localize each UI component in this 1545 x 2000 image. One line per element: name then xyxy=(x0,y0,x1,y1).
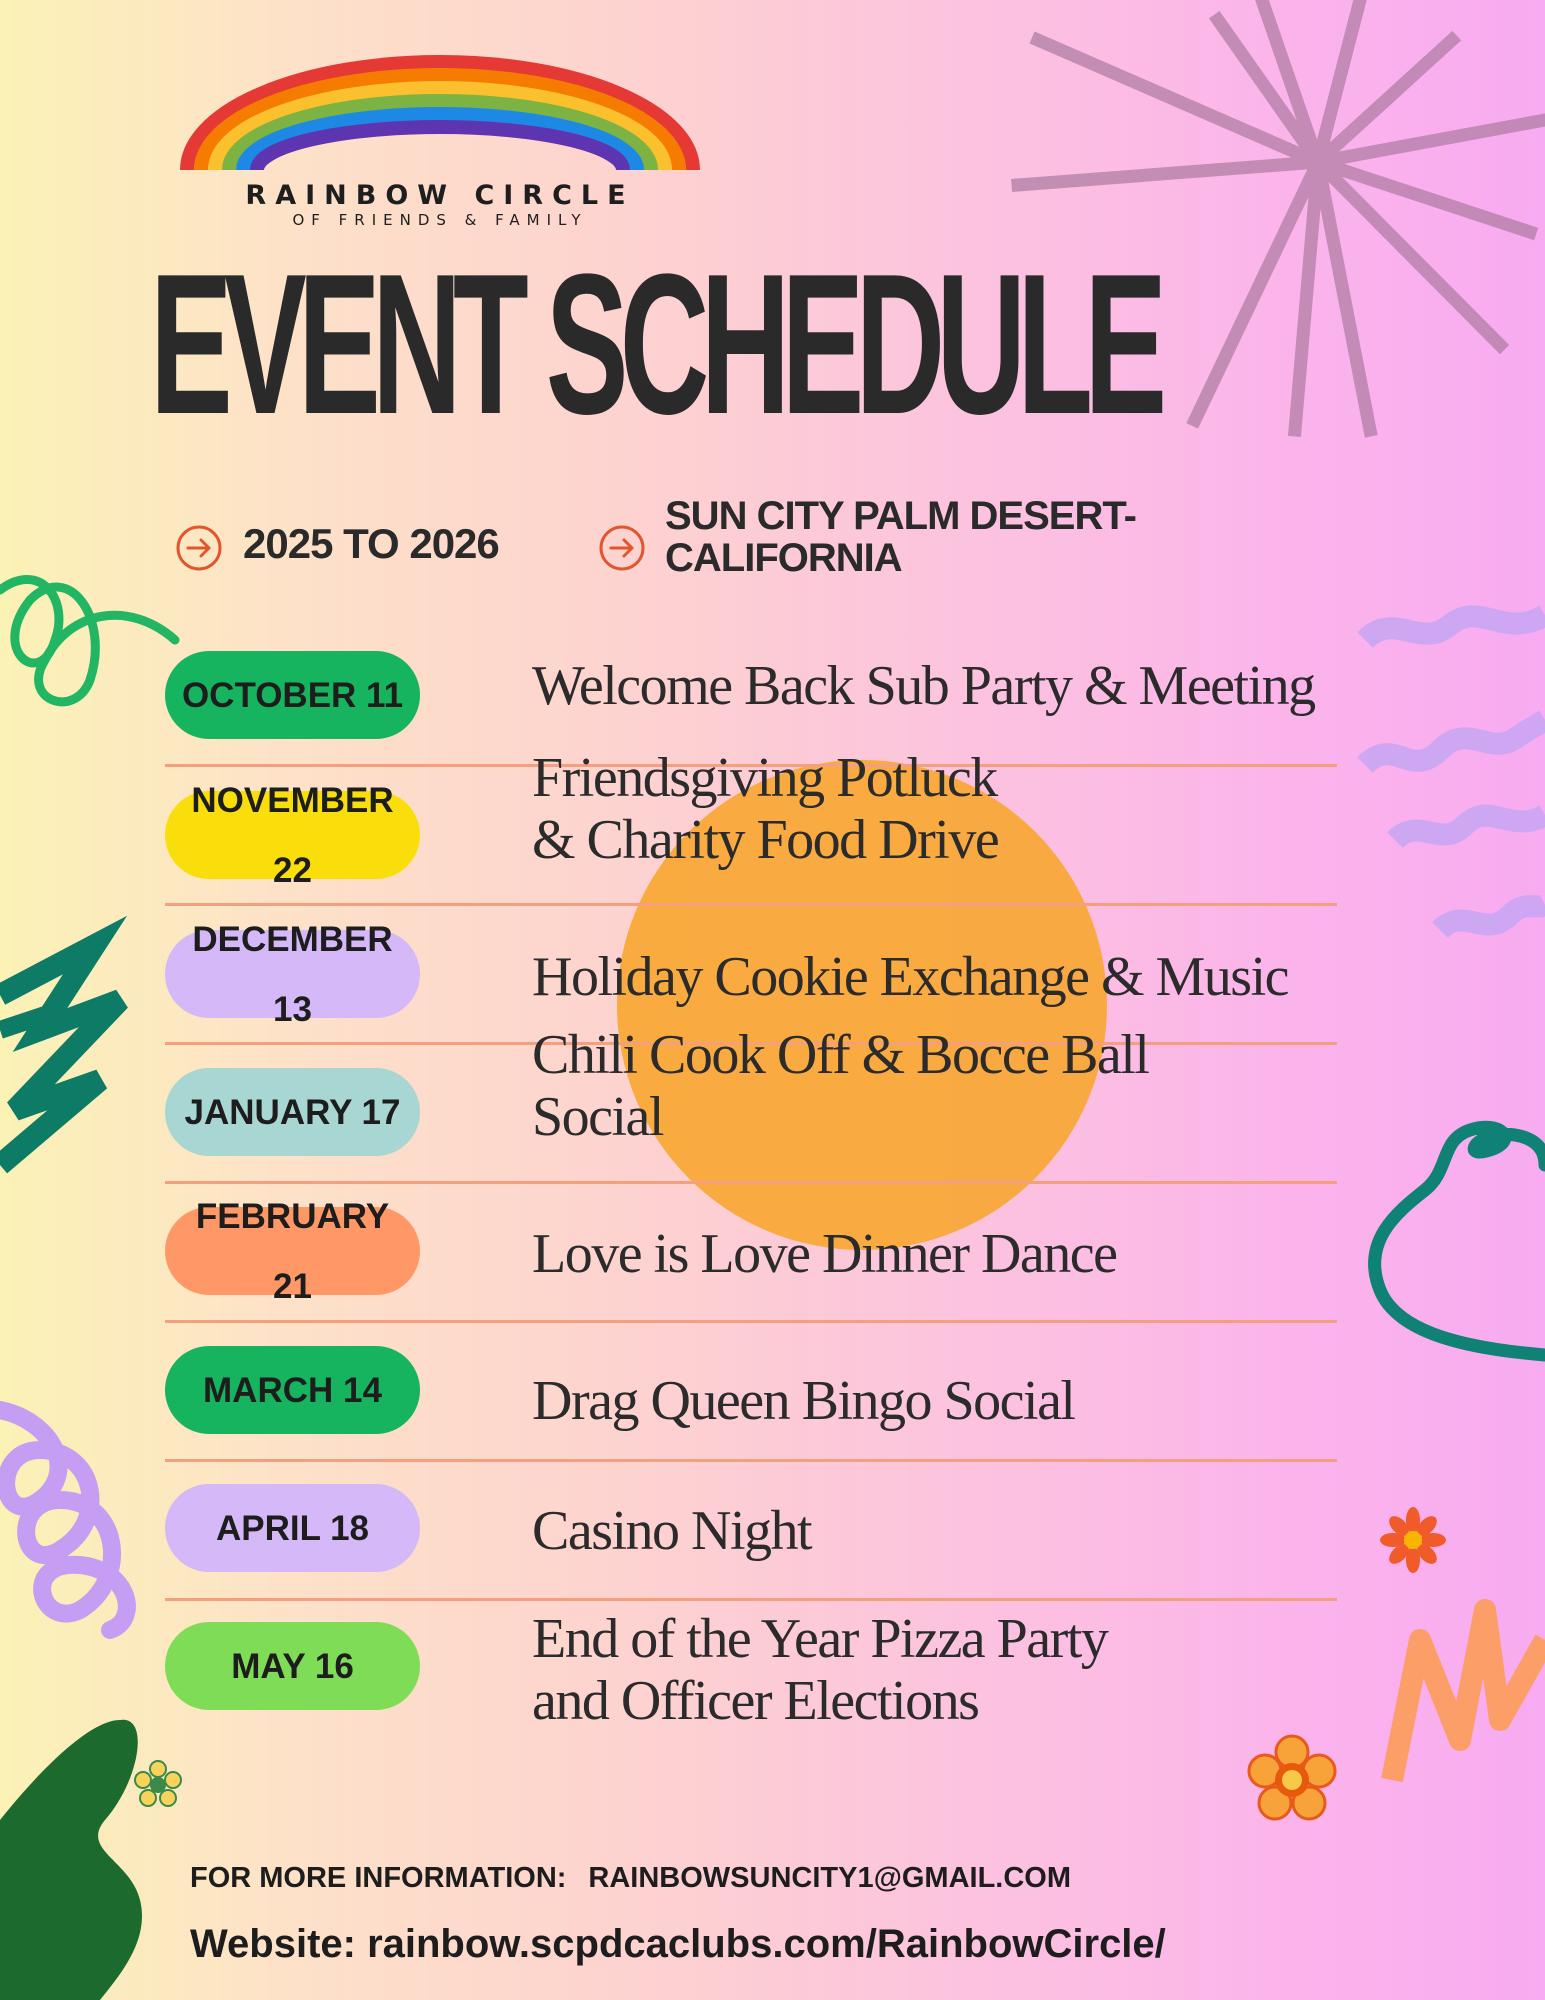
contact-info xyxy=(190,1862,1071,1895)
arrow-circle-icon xyxy=(598,524,646,572)
event-title: End of the Year Pizza Party and Officer Elections xyxy=(532,1608,1108,1732)
rainbow-circle-logo xyxy=(170,55,710,235)
date-badge: MARCH 14 xyxy=(165,1346,420,1434)
date-badge: JANUARY 17 xyxy=(165,1068,420,1156)
date-badge: APRIL 18 xyxy=(165,1484,420,1572)
date-range: 2025 TO 2026 xyxy=(243,520,499,567)
location xyxy=(665,495,1136,579)
location-line-2: CALIFORNIA xyxy=(665,536,902,580)
loop-decoration xyxy=(1375,1127,1545,1355)
flower-icon xyxy=(1249,1736,1335,1819)
rainbow-logo-icon xyxy=(180,55,700,175)
zigzag-decoration xyxy=(0,945,120,1165)
orange-zigzag-decoration xyxy=(1392,1610,1545,1780)
flower-icon xyxy=(135,1761,181,1806)
date-badge: MAY 16 xyxy=(165,1622,420,1710)
arrow-circle-icon xyxy=(175,524,223,572)
event-title: Chili Cook Off & Bocce Ball Social xyxy=(532,1024,1149,1148)
date-badge: OCTOBER 11 xyxy=(165,651,420,739)
logo-name: RAINBOW CIRCLE xyxy=(245,180,635,211)
flower-icon xyxy=(1380,1507,1446,1573)
row-divider xyxy=(165,1181,1337,1184)
logo-subtitle: OF FRIENDS & FAMILY xyxy=(292,211,588,229)
date-badge: DECEMBER 13 xyxy=(165,930,420,1018)
row-divider xyxy=(165,1459,1337,1462)
scribble-decoration xyxy=(0,1410,127,1630)
event-title: Friendsgiving Potluck & Charity Food Drive xyxy=(532,747,999,871)
location-line-1: SUN CITY PALM DESERT- xyxy=(665,494,1136,538)
email-link[interactable]: RAINBOWSUNCITY1@GMAIL.COM xyxy=(588,1862,1072,1894)
event-title: Welcome Back Sub Party & Meeting xyxy=(532,655,1315,717)
info-label: FOR MORE INFORMATION: xyxy=(190,1862,567,1894)
row-divider xyxy=(165,903,1337,906)
event-title: Holiday Cookie Exchange & Music xyxy=(532,946,1289,1008)
event-title: Love is Love Dinner Dance xyxy=(532,1223,1117,1285)
date-badge: FEBRUARY 21 xyxy=(165,1207,420,1295)
event-title: Drag Queen Bingo Social xyxy=(532,1370,1075,1432)
event-title: Casino Night xyxy=(532,1500,812,1562)
row-divider xyxy=(165,1320,1337,1323)
row-divider xyxy=(165,1598,1337,1601)
date-badge: NOVEMBER 22 xyxy=(165,791,420,879)
website-link[interactable]: Website: rainbow.scpdcaclubs.com/RainbowCircle/ xyxy=(190,1922,1166,1966)
page-title: EVENT SCHEDULE xyxy=(150,233,1159,456)
wave-decoration xyxy=(1365,720,1545,765)
hill-decoration xyxy=(0,1720,142,2000)
squiggle-icon xyxy=(0,580,175,702)
